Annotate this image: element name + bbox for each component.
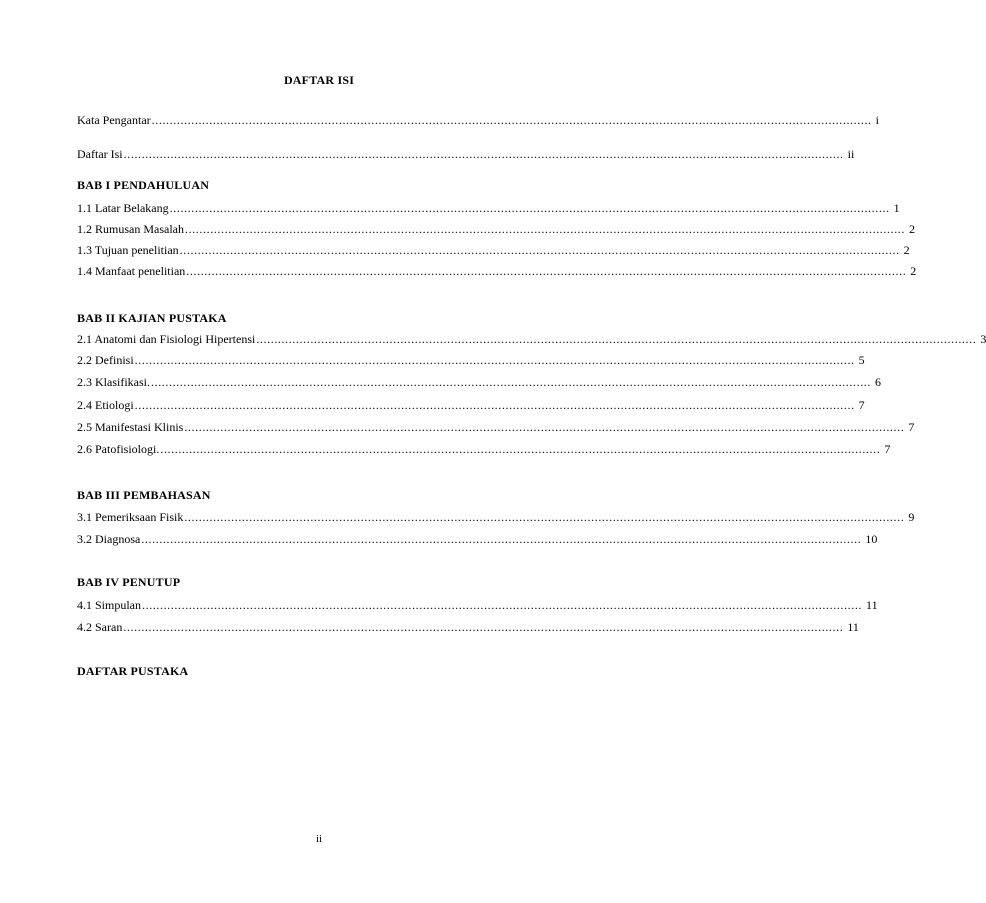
toc-entry-label: 2.2 Definisi (77, 353, 134, 367)
toc-leader-dots: ........................................................................................................................................................................................................ (134, 398, 855, 412)
toc-entry-page: 7 (884, 442, 891, 456)
toc-leader-dots: ........................................................................................................................................................................................................ (169, 201, 890, 215)
toc-entry-4-2 (77, 619, 859, 635)
toc-entry-label: Daftar Isi (77, 147, 123, 161)
toc-entry-label: 4.2 Saran (77, 620, 123, 634)
toc-entry-label: 4.1 Simpulan (77, 598, 142, 612)
toc-entry-page: 7 (908, 420, 915, 434)
toc-entry-page: 2 (910, 264, 917, 278)
toc-entry-page: ii (847, 147, 855, 161)
page-title: DAFTAR ISI (283, 73, 355, 87)
toc-leader-dots: ........................................................................................................................................................................................................ (123, 147, 844, 161)
toc-entry-label: 2.1 Anatomi dan Fisiologi Hipertensi (77, 332, 256, 346)
section-heading-daftar-pustaka: DAFTAR PUSTAKA (77, 664, 189, 678)
toc-entry-label: 1.3 Tujuan penelitian (77, 243, 179, 257)
toc-leader-dots: ........................................................................................................................................................................................................ (184, 420, 905, 434)
toc-leader-dots: ........................................................................................................................................................................................................ (160, 442, 881, 456)
section-heading-bab-3: BAB III PEMBAHASAN (77, 488, 211, 502)
toc-entry-label: Kata Pengantar (77, 113, 151, 127)
toc-leader-dots: ........................................................................................................................................................................................................ (141, 532, 862, 546)
toc-leader-dots: ........................................................................................................................................................................................................ (185, 222, 905, 236)
toc-entry-label: 1.4 Manfaat penelitian (77, 264, 186, 278)
toc-leader-dots: ........................................................................................................................................................................................................ (186, 264, 907, 278)
toc-leader-dots: ........................................................................................................................................................................................................ (151, 113, 872, 127)
toc-entry-label: 3.1 Pemeriksaan Fisik (77, 510, 184, 524)
toc-entry-page: 2 (903, 243, 910, 257)
toc-leader-dots: ........................................................................................................................................................................................................ (151, 375, 871, 389)
page-number: ii (315, 833, 323, 845)
toc-entry-2-4 (77, 397, 865, 413)
toc-entry-kata-pengantar (77, 112, 879, 128)
toc-entry-page: 1 (893, 201, 900, 215)
toc-leader-dots: ........................................................................................................................................................................................................ (142, 598, 863, 612)
toc-entry-page: 9 (908, 510, 915, 524)
toc-entry-daftar-isi (77, 146, 855, 162)
toc-entry-1-2 (77, 221, 915, 237)
toc-leader-dots: ........................................................................................................................................................................................................ (256, 332, 977, 346)
section-heading-bab-1: BAB I PENDAHULUAN (77, 178, 210, 192)
toc-entry-label: 2.5 Manifestasi Klinis (77, 420, 184, 434)
toc-entry-label: 1.1 Latar Belakang (77, 201, 169, 215)
toc-leader-dots: ........................................................................................................................................................................................................ (123, 620, 844, 634)
toc-entry-page: 10 (865, 532, 878, 546)
section-heading-bab-2: BAB II KAJIAN PUSTAKA (77, 311, 227, 325)
section-heading-bab-4: BAB IV PENUTUP (77, 575, 181, 589)
toc-entry-1-4 (77, 263, 917, 279)
toc-entry-4-1 (77, 597, 878, 613)
toc-entry-3-2 (77, 531, 878, 547)
toc-entry-3-1 (77, 509, 915, 525)
toc-entry-page: 6 (875, 375, 881, 389)
toc-leader-dots: ........................................................................................................................................................................................................ (179, 243, 900, 257)
toc-entry-page: 2 (909, 222, 915, 236)
toc-entry-label: 2.6 Patofisiologi. (77, 442, 160, 456)
toc-entry-label: 3.2 Diagnosa (77, 532, 141, 546)
toc-entry-page: 11 (866, 598, 878, 612)
toc-entry-label: 2.3 Klasifikasi. (77, 375, 150, 389)
toc-entry-2-6 (77, 441, 891, 457)
toc-entry-page: 5 (858, 353, 865, 367)
toc-entry-page: 11 (847, 620, 859, 634)
toc-entry-page: i (875, 113, 879, 127)
toc-entry-2-3 (77, 374, 881, 390)
toc-entry-page: 7 (858, 398, 865, 412)
toc-entry-label: 1.2 Rumusan Masalah (77, 222, 184, 236)
toc-entry-1-3 (77, 242, 910, 258)
toc-entry-2-1 (77, 331, 986, 347)
toc-entry-1-1 (77, 200, 900, 216)
toc-leader-dots: ........................................................................................................................................................................................................ (134, 353, 855, 367)
toc-entry-label: 2.4 Etiologi (77, 398, 134, 412)
toc-leader-dots: ........................................................................................................................................................................................................ (184, 510, 905, 524)
toc-entry-2-2 (77, 352, 865, 368)
toc-entry-2-5 (77, 419, 915, 435)
toc-entry-page: 3 (980, 332, 986, 346)
